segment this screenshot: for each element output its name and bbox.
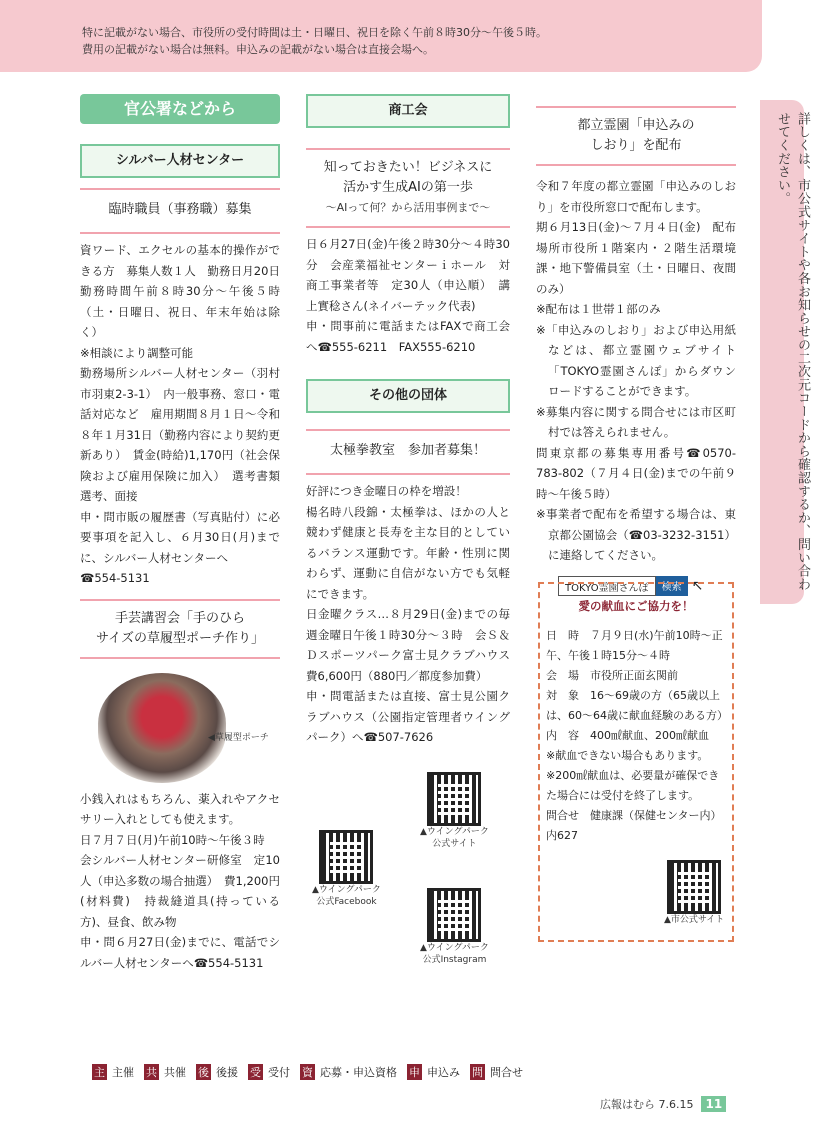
- divider: [80, 657, 280, 659]
- article-title: [80, 601, 280, 657]
- qr-caption: ▲ウイングパーク 公式サイト: [420, 827, 489, 849]
- section-title: 官公署などから: [80, 94, 280, 124]
- article-title: [536, 108, 736, 164]
- qr-code[interactable]: [319, 830, 373, 884]
- org-header-others: その他の団体: [306, 379, 510, 413]
- blood-row: 会 場 市役所正面玄関前: [546, 669, 678, 682]
- blood-row: 問合せ 健康課（保健センター内）内627: [546, 809, 722, 842]
- title-line: 手芸講習会「手のひら: [114, 610, 245, 626]
- column-1: [80, 94, 292, 973]
- article-title: 臨時職員（事務職）募集: [108, 202, 252, 217]
- blood-row: 日 時 ７月９日(水)午前10時～正午、午後１時15分～４時: [546, 629, 723, 662]
- legend-value: 主催: [112, 1066, 134, 1079]
- paragraph: 申・問６月27日(金)までに、電話でシルバー人材センターへ☎554-5131: [80, 935, 280, 970]
- blood-row: ※200㎖献血は、必要量が確保できた場合には受付を終了します。: [546, 769, 720, 802]
- paragraph: 好評につき金曜日の枠を増設！: [306, 484, 467, 498]
- qr-caption: ▲ウイングパーク 公式Facebook: [312, 885, 381, 907]
- blood-row: 対 象 16～69歳の方（65歳以上は、60～64歳に献血経験のある方）: [546, 689, 728, 722]
- title-line: 都立霊園「申込みの: [577, 118, 695, 133]
- title-line: サイズの草履型ポーチ作り」: [96, 630, 264, 646]
- legend-value: 応募・申込資格: [320, 1066, 397, 1079]
- cursor-icon: ↖: [691, 577, 704, 594]
- title-line: 知っておきたい！ビジネスに: [323, 160, 493, 175]
- paragraph: 申・問事前に電話またはFAXで商工会へ☎555-6211 FAX555-6210: [306, 319, 510, 354]
- paragraph: 資ワード、エクセルの基本的操作ができる方 募集人数１人 勤務日月20日 勤務時間午前８時30分～午後５時（土・日曜日、祝日、年末年始は除く）: [80, 243, 292, 339]
- issue-label: 広報はむら 7.6.15: [600, 1098, 694, 1111]
- legend-key: 後: [198, 1066, 209, 1079]
- legend-item: [196, 1064, 238, 1080]
- subtitle: ～AIって何？から活用事例まで～: [325, 201, 491, 214]
- paragraph: 日６月27日(金)午後２時30分～４時30分 会産業福祉センターｉホール 対商工事業者等 定30人（申込順） 講上實稔さん(ネイバーテック代表): [306, 237, 510, 313]
- legend-value: 申込み: [427, 1066, 460, 1079]
- qr-caption: ▲ウイングパーク 公式Instagram: [420, 943, 489, 965]
- legend-value: 共催: [164, 1066, 186, 1079]
- legend-item: [407, 1064, 460, 1080]
- paragraph: 日金曜クラス…８月29日(金)までの毎週金曜日午後１時30分～３時 会Ｓ＆Ｄスポーツパーク富士見クラブハウス 費6,600円（880円／都度参加費）: [306, 607, 522, 683]
- paragraph: 小銭入れはもちろん、薬入れやアクセサリー入れとしても使えます。: [80, 791, 280, 826]
- divider: [80, 232, 280, 234]
- qr-block-site: [420, 772, 489, 850]
- paragraph: ※配布は１世帯１部のみ: [536, 302, 661, 316]
- article-title: [306, 150, 510, 226]
- footer: [600, 1096, 726, 1112]
- photo-caption: ◀草履型ポーチ: [208, 733, 269, 743]
- notice-line-1: 特に記載がない場合、市役所の受付時間は土・日曜日、祝日を除く午前８時30分～午後５時。: [82, 26, 547, 39]
- qr-code[interactable]: [427, 772, 481, 826]
- search-keyword: TOKYO霊園さんぽ: [558, 576, 656, 596]
- paragraph: 問東京都の募集専用番号☎0570-783-802（７月４日(金)までの午前９時～午後５時）: [536, 445, 736, 501]
- legend-value: 後援: [216, 1066, 238, 1079]
- legend-value: 問合せ: [490, 1066, 523, 1079]
- paragraph: 楊名時八段錦・太極拳は、ほかの人と競わず健康と長寿を主な目的としているバランス運動です。年齢・性別に関わらず、運動に自信がない方でも気軽にできます。: [306, 504, 510, 601]
- paragraph: 日７月７日(月)午前10時～午後３時: [80, 832, 265, 847]
- qr-caption: ▲市公式サイト: [664, 915, 725, 925]
- legend-key: 申: [409, 1066, 420, 1079]
- legend-item: [300, 1064, 397, 1080]
- side-tab: [760, 100, 810, 604]
- notice-banner: [0, 0, 762, 72]
- article-body: [80, 789, 280, 974]
- paragraph: ※相談により調整可能: [80, 345, 194, 360]
- paragraph: 勤務場所シルバー人材センター（羽村市羽東2-3-1） 内一般事務、窓口・電話対応など 雇用期間８月１日～令和８年１月31日（勤務内容により契約更新あり） 賃金(時給)1,170円（社会保険および雇用保険に加入） 選考書類選考、面接: [80, 366, 280, 503]
- divider: [306, 226, 510, 228]
- blood-row: ※献血できない場合もあります。: [546, 749, 709, 762]
- title-line: 活かす生成AIの第一歩: [343, 180, 473, 195]
- pouch-photo: [98, 673, 226, 783]
- divider: [306, 473, 510, 475]
- legend-item: [144, 1064, 186, 1080]
- page-number: 11: [701, 1096, 726, 1112]
- org-header-silver: シルバー人材センター: [80, 144, 280, 178]
- legend: [92, 1064, 523, 1080]
- legend-key: 主: [94, 1066, 105, 1079]
- legend-item: [248, 1064, 290, 1080]
- legend-item: [470, 1064, 523, 1080]
- column-2: [306, 94, 522, 748]
- org-header-shokokai: 商工会: [306, 94, 510, 128]
- qr-code[interactable]: [427, 888, 481, 942]
- paragraph: 令和７年度の都立霊園「申込みのしおり」を市役所窓口で配布します。: [536, 179, 736, 214]
- title-line: しおり」を配布: [590, 138, 682, 153]
- blood-row: 内 容 400㎖献血、200㎖献血: [546, 729, 709, 742]
- article-body: [536, 176, 736, 566]
- qr-code[interactable]: [667, 860, 721, 914]
- blood-title: 愛の献血にご協力を！: [578, 599, 694, 613]
- column-3: [536, 94, 736, 596]
- paragraph: 期６月13日(金)～７月４日(金) 配布場所市役所１階案内・２階生活環境課・地下警備員室（土・日曜日、夜間のみ）: [536, 220, 736, 296]
- qr-block-facebook: [312, 830, 381, 908]
- qr-block-city: [664, 860, 724, 926]
- paragraph: 申・問市販の履歴書（写真貼付）に必要事項を記入し、６月30日(月)までに、シルバー人材センターへ: [80, 509, 280, 565]
- article-body: [306, 234, 510, 357]
- paragraph: ※募集内容に関する問合せには市区町村では答えられません。: [536, 404, 736, 439]
- legend-key: 問: [472, 1066, 483, 1079]
- article-title: 太極拳教室 参加者募集！: [329, 443, 486, 458]
- qr-block-instagram: [420, 888, 489, 966]
- search-button[interactable]: 検索: [656, 576, 688, 596]
- legend-key: 受: [250, 1066, 261, 1079]
- side-tab-text: 詳しくは、市公式サイトや各お知らせの二次元コードから確認するか、問い合わせてください。: [775, 112, 810, 591]
- paragraph: 申・問電話または直接、富士見公園クラブハウス（公園指定管理者ウイングパーク）へ☎507-7626: [306, 689, 510, 744]
- legend-key: 資: [302, 1066, 313, 1079]
- legend-value: 受付: [268, 1066, 290, 1079]
- paragraph: ※「申込みのしおり」および申込用紙などは、都立霊園ウェブサイト「TOKYO霊園さんぽ」からダウンロードすることができます。: [536, 322, 736, 398]
- legend-item: [92, 1064, 134, 1080]
- article-body: [80, 240, 292, 589]
- paragraph: ※事業者で配布を希望する場合は、東京都公園協会（☎03-3232-3151）に連絡してください。: [536, 507, 736, 562]
- legend-key: 共: [146, 1066, 157, 1079]
- paragraph: ☎554-5131: [80, 571, 150, 585]
- paragraph: 会シルバー人材センター研修室 定10人（申込多数の場合抽選） 費1,200円(材料費) 持裁縫道具(持っている方)、昼食、飲み物: [80, 853, 280, 929]
- divider: [536, 164, 736, 166]
- article-body: [306, 481, 522, 748]
- notice-line-2: 費用の記載がない場合は無料。申込みの記載がない場合は直接会場へ。: [82, 43, 434, 56]
